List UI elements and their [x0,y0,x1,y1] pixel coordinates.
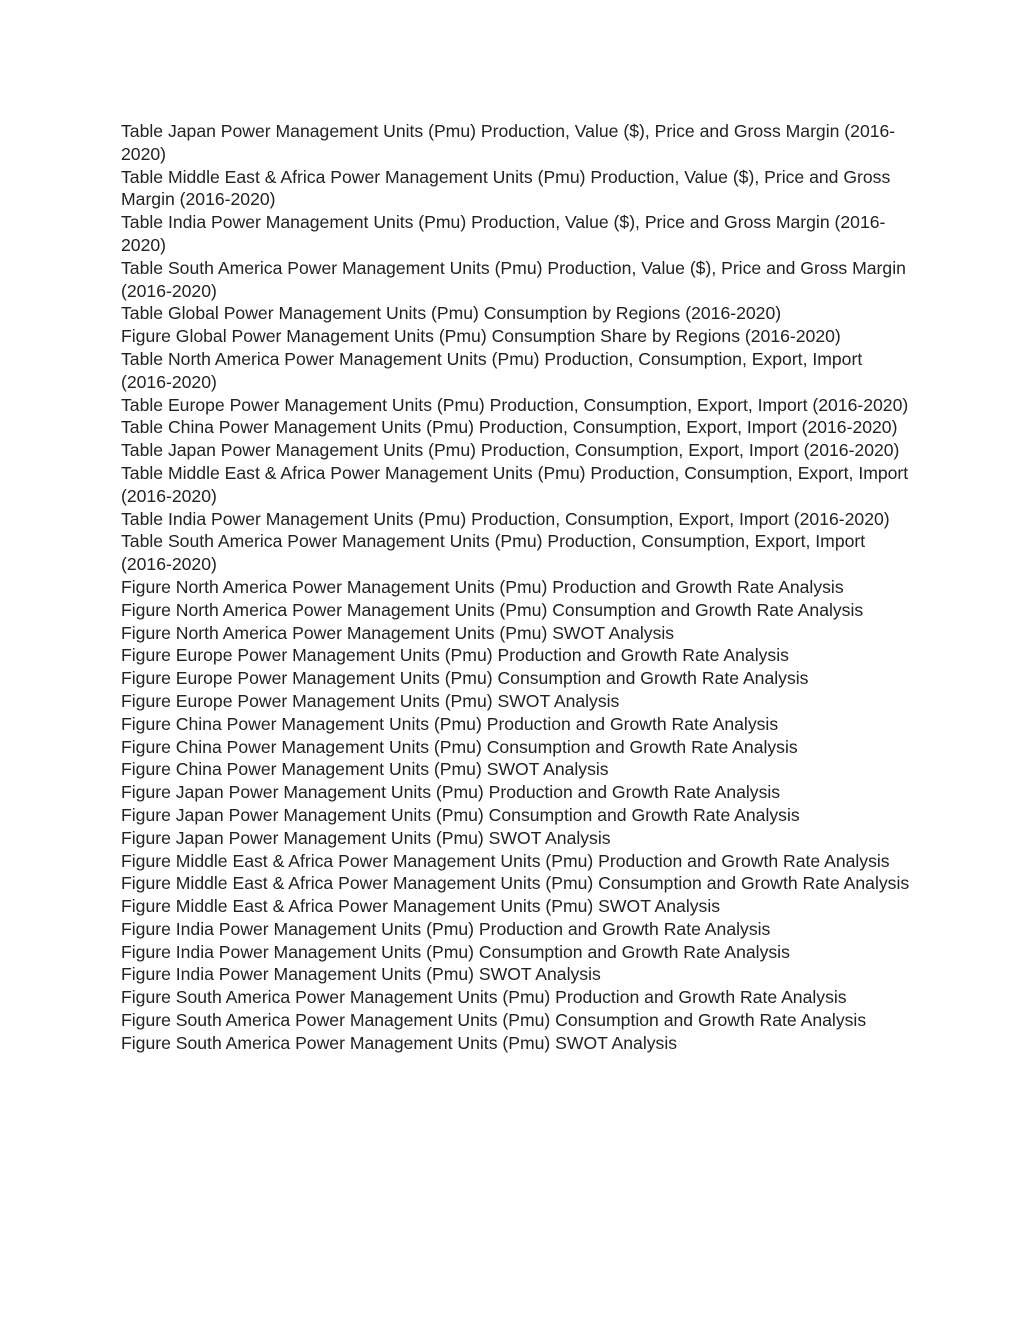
list-entry: Table Japan Power Management Units (Pmu) Production, Value ($), Price and Gross Margin (2016-2020) [121,121,896,164]
list-entry: Figure Europe Power Management Units (Pmu) Consumption and Growth Rate Analysis [121,668,809,689]
list-entry: Table Middle East & Africa Power Management Units (Pmu) Production, Value ($), Price and Gross Margin (2016-2020) [121,166,891,210]
list-entry: Figure Middle East & Africa Power Management Units (Pmu) SWOT Analysis [121,896,721,917]
list-entry: Figure Global Power Management Units (Pmu) Consumption Share by Regions (2016-2020) [121,326,841,347]
list-entry: Table Global Power Management Units (Pmu) Consumption by Regions (2016-2020) [121,303,782,324]
list-entry: Table Middle East & Africa Power Management Units (Pmu) Production, Consumption, Export, Import (2016-2020) [121,462,909,506]
list-entry: Figure India Power Management Units (Pmu) SWOT Analysis [121,964,601,985]
list-entry: Figure Japan Power Management Units (Pmu) SWOT Analysis [121,827,611,848]
list-entry: Figure China Power Management Units (Pmu) Production and Growth Rate Analysis [121,713,779,734]
list-entry: Table India Power Management Units (Pmu) Production, Value ($), Price and Gross Margin (2016-2020) [121,212,886,255]
list-entry: Figure China Power Management Units (Pmu) SWOT Analysis [121,759,609,780]
list-entry: Table South America Power Management Units (Pmu) Production, Value ($), Price and Gross Margin (2016-2020) [121,257,906,301]
list-entry: Table Europe Power Management Units (Pmu) Production, Consumption, Export, Import (2016-2020) [121,394,909,415]
list-entry: Figure Japan Power Management Units (Pmu) Production and Growth Rate Analysis [121,782,781,803]
list-entry: Figure North America Power Management Units (Pmu) Production and Growth Rate Analysis [121,576,844,597]
list-entry: Table India Power Management Units (Pmu) Production, Consumption, Export, Import (2016-2020) [121,508,890,529]
list-entry: Figure India Power Management Units (Pmu) Consumption and Growth Rate Analysis [121,941,790,962]
list-entry: Figure Europe Power Management Units (Pmu) Production and Growth Rate Analysis [121,645,789,666]
list-entry: Table South America Power Management Units (Pmu) Production, Consumption, Export, Import (2016-2020) [121,531,866,575]
list-entry: Figure Middle East & Africa Power Management Units (Pmu) Consumption and Growth Rate Analysis [121,873,910,894]
list-entry: Figure India Power Management Units (Pmu) Production and Growth Rate Analysis [121,918,771,939]
list-entry: Figure Europe Power Management Units (Pmu) SWOT Analysis [121,690,620,711]
list-entry: Figure North America Power Management Units (Pmu) SWOT Analysis [121,622,675,643]
list-entry: Figure South America Power Management Units (Pmu) Consumption and Growth Rate Analysis [121,1010,867,1031]
list-entry: Figure China Power Management Units (Pmu) Consumption and Growth Rate Analysis [121,736,798,757]
list-entry: Table Japan Power Management Units (Pmu) Production, Consumption, Export, Import (2016-2020) [121,440,900,461]
list-entry: Figure North America Power Management Units (Pmu) Consumption and Growth Rate Analysis [121,599,864,620]
list-entry: Table China Power Management Units (Pmu) Production, Consumption, Export, Import (2016-2020) [121,417,898,438]
list-entry: Table North America Power Management Units (Pmu) Production, Consumption, Export, Import (2016-2020) [121,348,863,392]
list-entry: Figure Japan Power Management Units (Pmu) Consumption and Growth Rate Analysis [121,804,800,825]
list-of-tables-and-figures [121,120,911,1055]
list-entry: Figure South America Power Management Units (Pmu) Production and Growth Rate Analysis [121,987,847,1008]
list-entry: Figure Middle East & Africa Power Management Units (Pmu) Production and Growth Rate Analysis [121,850,890,871]
list-entry: Figure South America Power Management Units (Pmu) SWOT Analysis [121,1032,678,1053]
